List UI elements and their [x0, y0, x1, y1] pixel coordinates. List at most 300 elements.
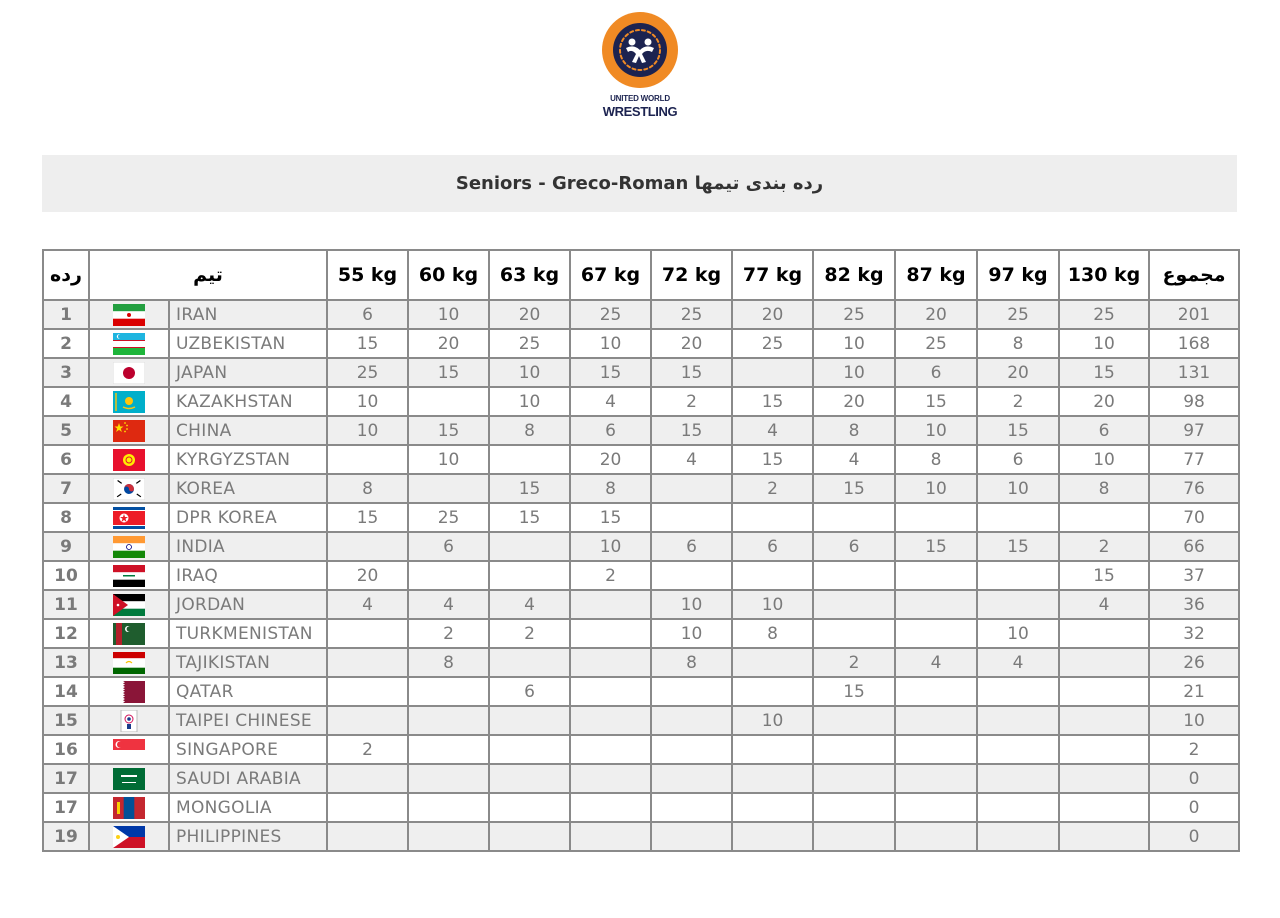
score-cell	[408, 735, 489, 764]
total-cell: 97	[1149, 416, 1239, 445]
wrestling-emblem-icon	[602, 12, 678, 88]
rank-cell: 10	[43, 561, 89, 590]
score-cell	[977, 503, 1059, 532]
score-cell: 6	[327, 300, 408, 329]
score-cell	[1059, 503, 1149, 532]
logo-line2: WRESTLING	[602, 104, 678, 119]
total-cell: 131	[1149, 358, 1239, 387]
team-name-cell: KAZAKHSTAN	[169, 387, 327, 416]
score-cell	[895, 793, 977, 822]
score-cell	[408, 387, 489, 416]
score-cell: 20	[895, 300, 977, 329]
table-row	[43, 561, 1239, 590]
philippines-flag-icon	[89, 822, 169, 851]
score-cell	[570, 822, 651, 851]
score-cell: 10	[327, 416, 408, 445]
tajikistan-flag-icon	[89, 648, 169, 677]
score-cell	[732, 793, 813, 822]
weight-header: 72 kg	[651, 250, 732, 300]
total-cell: 2	[1149, 735, 1239, 764]
score-cell	[977, 677, 1059, 706]
score-cell	[408, 764, 489, 793]
score-cell	[813, 706, 895, 735]
total-cell: 168	[1149, 329, 1239, 358]
score-cell	[327, 793, 408, 822]
table-row	[43, 793, 1239, 822]
total-cell: 0	[1149, 822, 1239, 851]
rank-cell: 16	[43, 735, 89, 764]
score-cell: 25	[813, 300, 895, 329]
weight-header: 87 kg	[895, 250, 977, 300]
score-cell: 2	[977, 387, 1059, 416]
score-cell: 10	[570, 532, 651, 561]
score-cell	[977, 822, 1059, 851]
score-cell: 15	[327, 503, 408, 532]
rank-cell: 4	[43, 387, 89, 416]
total-cell: 70	[1149, 503, 1239, 532]
score-cell	[1059, 677, 1149, 706]
table-row	[43, 706, 1239, 735]
score-cell: 6	[813, 532, 895, 561]
score-cell	[570, 706, 651, 735]
table-row	[43, 764, 1239, 793]
total-cell: 77	[1149, 445, 1239, 474]
team-header: تیم	[89, 250, 327, 300]
score-cell: 15	[895, 387, 977, 416]
score-cell: 15	[813, 677, 895, 706]
team-name-cell: SINGAPORE	[169, 735, 327, 764]
table-row	[43, 474, 1239, 503]
score-cell	[489, 793, 570, 822]
score-cell	[732, 735, 813, 764]
united-world-wrestling-logo	[598, 12, 682, 122]
score-cell	[977, 706, 1059, 735]
score-cell: 25	[489, 329, 570, 358]
score-cell	[1059, 822, 1149, 851]
table-row	[43, 358, 1239, 387]
weight-header: 60 kg	[408, 250, 489, 300]
score-cell: 4	[813, 445, 895, 474]
weight-header: 55 kg	[327, 250, 408, 300]
rank-cell: 7	[43, 474, 89, 503]
score-cell	[570, 590, 651, 619]
table-row	[43, 822, 1239, 851]
score-cell: 10	[408, 300, 489, 329]
score-cell: 2	[408, 619, 489, 648]
score-cell: 8	[1059, 474, 1149, 503]
iraq-flag-icon	[89, 561, 169, 590]
score-cell	[813, 764, 895, 793]
table-row	[43, 532, 1239, 561]
japan-flag-icon	[89, 358, 169, 387]
score-cell: 2	[1059, 532, 1149, 561]
score-cell	[651, 474, 732, 503]
uzbekistan-flag-icon	[89, 329, 169, 358]
score-cell	[813, 822, 895, 851]
kazakhstan-flag-icon	[89, 387, 169, 416]
score-cell: 10	[1059, 445, 1149, 474]
turkmenistan-flag-icon	[89, 619, 169, 648]
score-cell: 2	[570, 561, 651, 590]
total-cell: 36	[1149, 590, 1239, 619]
score-cell	[489, 735, 570, 764]
rank-cell: 19	[43, 822, 89, 851]
score-cell	[489, 445, 570, 474]
score-cell: 6	[489, 677, 570, 706]
score-cell: 2	[813, 648, 895, 677]
score-cell: 15	[408, 416, 489, 445]
score-cell	[732, 503, 813, 532]
score-cell: 20	[813, 387, 895, 416]
score-cell: 10	[977, 619, 1059, 648]
score-cell: 20	[408, 329, 489, 358]
team-standings-table	[42, 249, 1240, 852]
weight-header: 97 kg	[977, 250, 1059, 300]
score-cell: 2	[327, 735, 408, 764]
score-cell: 2	[732, 474, 813, 503]
score-cell: 25	[570, 300, 651, 329]
team-name-cell: SAUDI ARABIA	[169, 764, 327, 793]
score-cell	[813, 503, 895, 532]
total-cell: 201	[1149, 300, 1239, 329]
score-cell: 10	[489, 387, 570, 416]
score-cell: 10	[570, 329, 651, 358]
score-cell: 4	[895, 648, 977, 677]
total-cell: 32	[1149, 619, 1239, 648]
team-name-cell: IRAQ	[169, 561, 327, 590]
score-cell	[408, 474, 489, 503]
rank-cell: 17	[43, 764, 89, 793]
score-cell: 8	[327, 474, 408, 503]
table-row	[43, 735, 1239, 764]
score-cell: 15	[977, 532, 1059, 561]
score-cell	[651, 822, 732, 851]
score-cell: 15	[1059, 358, 1149, 387]
rank-cell: 12	[43, 619, 89, 648]
qatar-flag-icon	[89, 677, 169, 706]
rank-header: رده	[43, 250, 89, 300]
score-cell	[732, 822, 813, 851]
score-cell: 15	[327, 329, 408, 358]
dpr-korea-flag-icon	[89, 503, 169, 532]
score-cell	[895, 706, 977, 735]
score-cell: 4	[1059, 590, 1149, 619]
score-cell: 15	[570, 503, 651, 532]
singapore-flag-icon	[89, 735, 169, 764]
total-cell: 66	[1149, 532, 1239, 561]
rank-cell: 2	[43, 329, 89, 358]
score-cell	[813, 735, 895, 764]
score-cell	[489, 532, 570, 561]
score-cell: 4	[651, 445, 732, 474]
score-cell	[489, 706, 570, 735]
weight-header: 82 kg	[813, 250, 895, 300]
team-name-cell: TAJIKISTAN	[169, 648, 327, 677]
score-cell: 8	[732, 619, 813, 648]
score-cell	[327, 764, 408, 793]
score-cell: 10	[977, 474, 1059, 503]
mongolia-flag-icon	[89, 793, 169, 822]
score-cell: 15	[570, 358, 651, 387]
score-cell: 20	[977, 358, 1059, 387]
score-cell	[651, 561, 732, 590]
score-cell	[408, 677, 489, 706]
table-row	[43, 619, 1239, 648]
weight-header: 77 kg	[732, 250, 813, 300]
score-cell	[651, 503, 732, 532]
score-cell: 8	[570, 474, 651, 503]
score-cell	[977, 735, 1059, 764]
score-cell: 15	[977, 416, 1059, 445]
rank-cell: 13	[43, 648, 89, 677]
score-cell: 4	[977, 648, 1059, 677]
score-cell: 8	[408, 648, 489, 677]
team-name-cell: IRAN	[169, 300, 327, 329]
score-cell	[1059, 793, 1149, 822]
score-cell	[489, 648, 570, 677]
rank-cell: 11	[43, 590, 89, 619]
score-cell: 10	[408, 445, 489, 474]
team-name-cell: JORDAN	[169, 590, 327, 619]
team-name-cell: QATAR	[169, 677, 327, 706]
total-cell: 76	[1149, 474, 1239, 503]
score-cell	[1059, 648, 1149, 677]
score-cell	[895, 619, 977, 648]
score-cell: 6	[732, 532, 813, 561]
rank-cell: 17	[43, 793, 89, 822]
score-cell	[1059, 706, 1149, 735]
score-cell	[327, 648, 408, 677]
total-cell: 37	[1149, 561, 1239, 590]
india-flag-icon	[89, 532, 169, 561]
score-cell	[895, 590, 977, 619]
table-row	[43, 648, 1239, 677]
score-cell	[489, 764, 570, 793]
score-cell	[1059, 764, 1149, 793]
score-cell: 10	[895, 416, 977, 445]
score-cell: 4	[570, 387, 651, 416]
china-flag-icon	[89, 416, 169, 445]
score-cell: 6	[651, 532, 732, 561]
table-row	[43, 300, 1239, 329]
score-cell: 8	[977, 329, 1059, 358]
score-cell: 4	[327, 590, 408, 619]
team-name-cell: MONGOLIA	[169, 793, 327, 822]
score-cell	[895, 735, 977, 764]
score-cell: 4	[732, 416, 813, 445]
score-cell	[408, 793, 489, 822]
rank-cell: 14	[43, 677, 89, 706]
weight-header: 63 kg	[489, 250, 570, 300]
kyrgyzstan-flag-icon	[89, 445, 169, 474]
weight-header: 67 kg	[570, 250, 651, 300]
score-cell	[732, 358, 813, 387]
score-cell	[408, 706, 489, 735]
total-cell: 21	[1149, 677, 1239, 706]
page-title: Seniors - Greco-Roman رده بندی تیمها	[42, 155, 1237, 212]
score-cell	[651, 793, 732, 822]
team-name-cell: KYRGYZSTAN	[169, 445, 327, 474]
score-cell	[732, 764, 813, 793]
score-cell	[489, 822, 570, 851]
team-name-cell: JAPAN	[169, 358, 327, 387]
score-cell	[732, 561, 813, 590]
team-name-cell: PHILIPPINES	[169, 822, 327, 851]
score-cell: 10	[732, 706, 813, 735]
score-cell	[895, 822, 977, 851]
taipei-chinese-flag-icon	[89, 706, 169, 735]
score-cell	[732, 677, 813, 706]
score-cell	[570, 793, 651, 822]
total-cell: 0	[1149, 793, 1239, 822]
score-cell	[813, 793, 895, 822]
score-cell: 10	[327, 387, 408, 416]
score-cell	[570, 619, 651, 648]
score-cell	[327, 822, 408, 851]
table-row	[43, 590, 1239, 619]
score-cell	[570, 764, 651, 793]
score-cell: 25	[327, 358, 408, 387]
score-cell: 15	[651, 416, 732, 445]
header-row	[43, 250, 1239, 300]
score-cell	[570, 677, 651, 706]
score-cell	[651, 677, 732, 706]
score-cell: 8	[813, 416, 895, 445]
score-cell: 15	[732, 387, 813, 416]
score-cell: 8	[489, 416, 570, 445]
score-cell	[651, 735, 732, 764]
total-cell: 26	[1149, 648, 1239, 677]
score-cell: 20	[1059, 387, 1149, 416]
score-cell: 15	[895, 532, 977, 561]
jordan-flag-icon	[89, 590, 169, 619]
score-cell: 25	[408, 503, 489, 532]
team-name-cell: TAIPEI CHINESE	[169, 706, 327, 735]
team-name-cell: DPR KOREA	[169, 503, 327, 532]
score-cell: 25	[977, 300, 1059, 329]
score-cell	[1059, 735, 1149, 764]
score-cell: 25	[895, 329, 977, 358]
team-name-cell: KOREA	[169, 474, 327, 503]
score-cell	[977, 561, 1059, 590]
rank-cell: 1	[43, 300, 89, 329]
score-cell: 8	[651, 648, 732, 677]
rank-cell: 8	[43, 503, 89, 532]
table-row	[43, 416, 1239, 445]
score-cell	[1059, 619, 1149, 648]
score-cell	[813, 590, 895, 619]
logo-line1: UNITED WORLD	[610, 94, 670, 103]
score-cell	[977, 793, 1059, 822]
score-cell	[651, 706, 732, 735]
table-row	[43, 387, 1239, 416]
weight-header: 130 kg	[1059, 250, 1149, 300]
table-row	[43, 503, 1239, 532]
score-cell: 20	[732, 300, 813, 329]
score-cell: 4	[408, 590, 489, 619]
score-cell: 25	[651, 300, 732, 329]
score-cell	[327, 619, 408, 648]
score-cell	[895, 764, 977, 793]
score-cell: 15	[408, 358, 489, 387]
score-cell	[813, 561, 895, 590]
score-cell: 20	[651, 329, 732, 358]
score-cell	[895, 503, 977, 532]
score-cell: 20	[327, 561, 408, 590]
rank-cell: 3	[43, 358, 89, 387]
score-cell: 4	[489, 590, 570, 619]
table-row	[43, 677, 1239, 706]
score-cell	[977, 590, 1059, 619]
score-cell	[570, 735, 651, 764]
score-cell: 15	[489, 474, 570, 503]
score-cell: 25	[1059, 300, 1149, 329]
total-cell: 10	[1149, 706, 1239, 735]
total-header: مجموع	[1149, 250, 1239, 300]
score-cell	[327, 532, 408, 561]
team-name-cell: INDIA	[169, 532, 327, 561]
score-cell: 15	[1059, 561, 1149, 590]
table-row	[43, 329, 1239, 358]
total-cell: 0	[1149, 764, 1239, 793]
table-row	[43, 445, 1239, 474]
score-cell	[895, 677, 977, 706]
team-name-cell: CHINA	[169, 416, 327, 445]
team-name-cell: UZBEKISTAN	[169, 329, 327, 358]
score-cell	[327, 445, 408, 474]
score-cell	[570, 648, 651, 677]
score-cell: 6	[895, 358, 977, 387]
score-cell: 20	[489, 300, 570, 329]
score-cell: 15	[489, 503, 570, 532]
score-cell: 6	[1059, 416, 1149, 445]
score-cell: 2	[489, 619, 570, 648]
score-cell: 15	[732, 445, 813, 474]
score-cell	[977, 764, 1059, 793]
score-cell	[651, 764, 732, 793]
team-name-cell: TURKMENISTAN	[169, 619, 327, 648]
score-cell: 20	[570, 445, 651, 474]
score-cell	[327, 677, 408, 706]
score-cell: 15	[651, 358, 732, 387]
rank-cell: 6	[43, 445, 89, 474]
score-cell: 2	[651, 387, 732, 416]
score-cell	[732, 648, 813, 677]
score-cell: 10	[1059, 329, 1149, 358]
score-cell: 6	[977, 445, 1059, 474]
iran-flag-icon	[89, 300, 169, 329]
score-cell	[813, 619, 895, 648]
score-cell: 8	[895, 445, 977, 474]
score-cell: 10	[813, 358, 895, 387]
rank-cell: 5	[43, 416, 89, 445]
score-cell	[489, 561, 570, 590]
score-cell: 10	[732, 590, 813, 619]
score-cell: 10	[651, 590, 732, 619]
rank-cell: 15	[43, 706, 89, 735]
score-cell: 10	[489, 358, 570, 387]
score-cell: 10	[895, 474, 977, 503]
score-cell: 15	[813, 474, 895, 503]
rank-cell: 9	[43, 532, 89, 561]
score-cell: 10	[813, 329, 895, 358]
score-cell	[327, 706, 408, 735]
score-cell: 6	[570, 416, 651, 445]
score-cell	[408, 561, 489, 590]
score-cell: 6	[408, 532, 489, 561]
saudi-arabia-flag-icon	[89, 764, 169, 793]
score-cell: 25	[732, 329, 813, 358]
